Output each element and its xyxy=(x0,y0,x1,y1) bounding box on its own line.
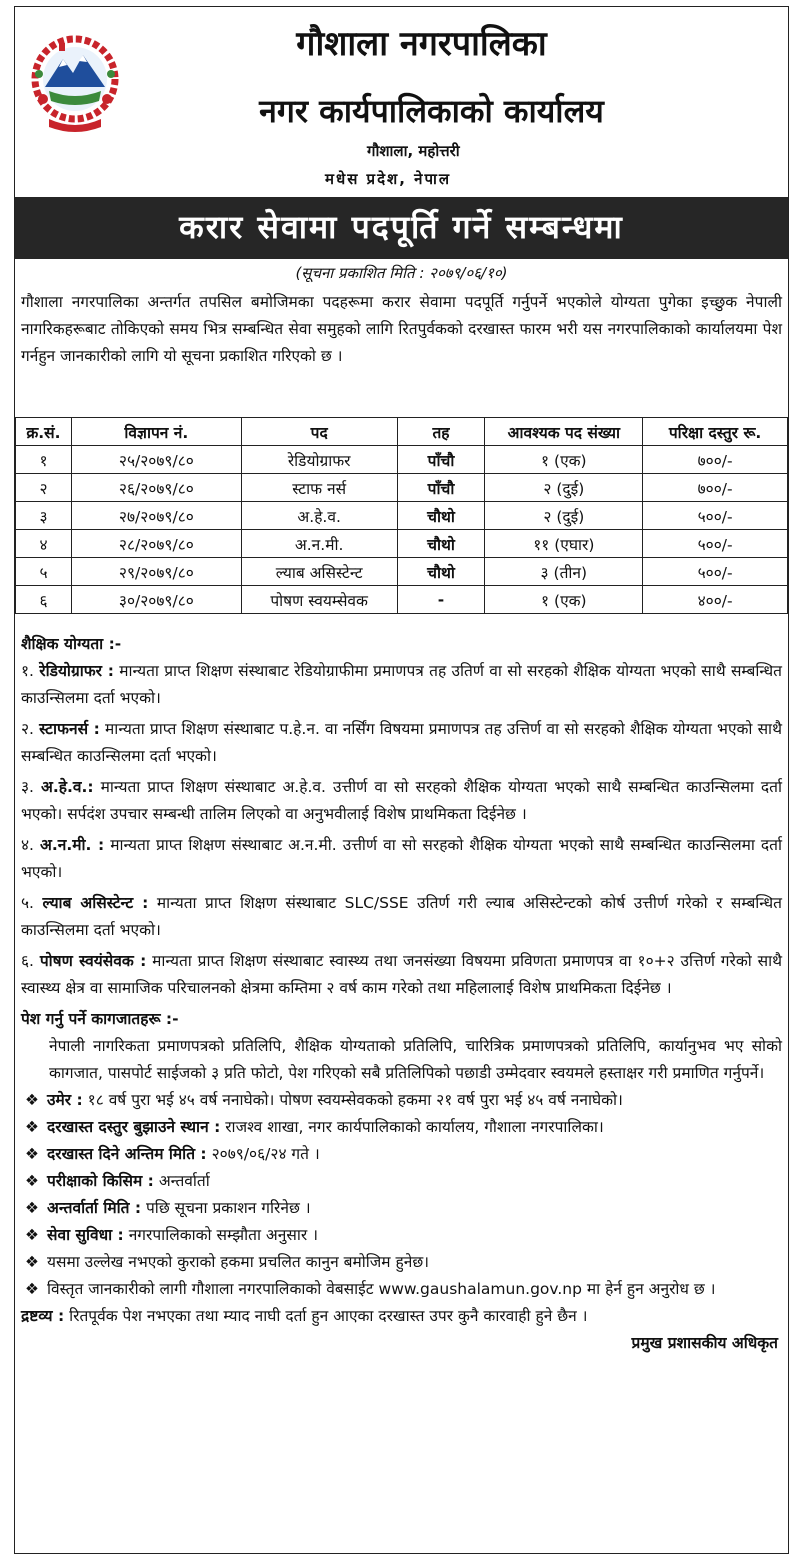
address-province: मधेस प्रदेश, नेपाल xyxy=(325,170,452,188)
fee-cell: ५००/- xyxy=(643,502,788,530)
table-header-cell: आवश्यक पद संख्या xyxy=(485,418,643,446)
item-text: मान्यता प्राप्त शिक्षण संस्थाबाट स्वास्थ्य तथा जनसंख्या विषयमा प्रविणता प्रमाणपत्र वा १०+२ उत्तिर्ण गरेको साथै स्वास्थ्य क्षेत्र वा सामाजिक परिचालनको क्षेत्रमा कम्तिमा २ वर्ष काम गरेको तथा महिलालाई विशेष प्राथमिकता दिईनेछ । xyxy=(21,952,782,997)
item-text: मान्यता प्राप्त शिक्षण संस्थाबाट अ.न.मी. उत्तीर्ण वा सो सरहको शैक्षिक योग्यता भएको साथै सम्बन्धित काउन्सिलमा दर्ता भएको। xyxy=(21,836,782,881)
notice-page xyxy=(14,6,789,1554)
bullet-text: पछि सूचना प्रकाशन गरिनेछ । xyxy=(146,1199,311,1217)
serial-cell: ४ xyxy=(16,530,72,558)
documents-text: नेपाली नागरिकता प्रमाणपत्रको प्रतिलिपि, शैक्षिक योग्यताको प्रतिलिपि, चारित्रिक प्रमाणपत्रको प्रतिलिपि, कार्यानुभव भए सोको कागजात, पासपोर्ट साईजको ३ प्रति फोटो, पेश गरिएको सबै प्रतिलिपिको पछाडी उम्मेदवार स्वयमले हस्ताक्षर गरी प्रमाणित गर्नुपर्ने। xyxy=(49,1037,782,1082)
bullet-label: उमेर : xyxy=(47,1091,83,1109)
vacancy-table xyxy=(15,417,788,614)
bullet-text: अन्तर्वार्ता xyxy=(158,1172,210,1190)
qualification-item xyxy=(21,890,782,944)
serial-cell: ३ xyxy=(16,502,72,530)
ad-number-cell: ३०/२०७९/८० xyxy=(71,586,241,614)
diamond-bullet-icon: ❖ xyxy=(25,1199,39,1217)
bullet-text: २०७९/०६/२४ गते । xyxy=(211,1145,320,1163)
post-cell: पोषण स्वयम्सेवक xyxy=(241,586,397,614)
bullet-label: सेवा सुविधा : xyxy=(47,1226,124,1244)
item-text: मान्यता प्राप्त शिक्षण संस्थाबाट SLC/SSE उतिर्ण गरी ल्याब असिस्टेन्टको कोर्ष उत्तीर्ण गरेको र सम्बन्धित काउन्सिलमा दर्ता भएको। xyxy=(21,894,782,939)
bullet-item xyxy=(21,1276,782,1303)
qualification-item xyxy=(21,716,782,770)
fee-cell: ७००/- xyxy=(643,446,788,474)
note-paragraph xyxy=(21,1303,782,1330)
bullet-item xyxy=(21,1195,782,1222)
post-cell: रेडियोग्राफर xyxy=(241,446,397,474)
bullet-label: अन्तर्वार्ता मिति : xyxy=(47,1199,142,1217)
fee-cell: ७००/- xyxy=(643,474,788,502)
publication-date: (सूचना प्रकाशित मिति : २०७९/०६/१०) xyxy=(295,264,508,282)
count-cell: ११ (एघार) xyxy=(485,530,643,558)
diamond-bullet-icon: ❖ xyxy=(25,1091,39,1109)
intro-paragraph: गौशाला नगरपालिका अन्तर्गत तपसिल बमोजिमका पदहरूमा करार सेवामा पदपूर्ति गर्नुपर्ने भएकोले योग्यता पुगेका इच्छुक नेपाली नागरिकहरूबाट तोकिएको समय भित्र सम्बन्धित सेवा समुहको लागि रितपुर्वकको दरखास्त फारम भरी यस नगरपालिकाको कार्यालयमा पेश गर्नहुन जानकारीको लागि यो सूचना प्रकाशित गरिएको छ । xyxy=(21,293,782,365)
fee-cell: ४००/- xyxy=(643,586,788,614)
serial-cell: २ xyxy=(16,474,72,502)
ad-number-cell: २६/२०७९/८० xyxy=(71,474,241,502)
count-cell: १ (एक) xyxy=(485,446,643,474)
signatory-title: प्रमुख प्रशासकीय अधिकृत xyxy=(631,1334,778,1352)
diamond-bullet-icon: ❖ xyxy=(25,1226,39,1244)
item-text: मान्यता प्राप्त शिक्षण संस्थाबाट प.हे.न. वा नर्सिंग विषयमा प्रमाणपत्र तह उत्तिर्ण वा सो सरहको शैक्षिक योग्यता भएको साथै सम्बन्धित काउन्सिलमा दर्ता भएको। xyxy=(21,720,782,765)
level-cell: चौथो xyxy=(397,530,485,558)
diamond-bullet-icon: ❖ xyxy=(25,1145,39,1163)
serial-cell: १ xyxy=(16,446,72,474)
bullet-text: यसमा उल्लेख नभएको कुराको हकमा प्रचलित कानुन बमोजिम हुनेछ। xyxy=(47,1253,430,1271)
bullet-label: दरखास्त दस्तुर बुझाउने स्थान : xyxy=(47,1118,221,1136)
qualification-item xyxy=(21,832,782,886)
table-row xyxy=(16,586,788,614)
note-label: द्रष्टव्य : xyxy=(21,1307,65,1325)
level-cell: पाँचौ xyxy=(397,446,485,474)
item-label: पोषण स्वयंसेवक : xyxy=(39,952,147,970)
ad-number-cell: २५/२०७९/८० xyxy=(71,446,241,474)
item-number: २. xyxy=(21,720,34,738)
qualification-item xyxy=(21,774,782,828)
office-name: नगर कार्यपालिकाको कार्यालय xyxy=(259,92,604,130)
documents-heading: पेश गर्नु पर्ने कागजातहरू :- xyxy=(21,1010,179,1028)
diamond-bullet-icon: ❖ xyxy=(25,1172,39,1190)
bullet-text: १८ वर्ष पुरा भई ४५ वर्ष ननाघेको। पोषण स्वयम्सेवकको हकमा २१ वर्ष पुरा भई ४५ वर्ष ननाघेको। xyxy=(87,1091,623,1109)
bullet-item xyxy=(21,1114,782,1141)
table-row xyxy=(16,474,788,502)
qualification-item xyxy=(21,658,782,712)
post-cell: अ.हे.व. xyxy=(241,502,397,530)
serial-cell: ५ xyxy=(16,558,72,586)
item-number: ४. xyxy=(21,836,34,854)
bullet-item xyxy=(21,1168,782,1195)
table-header-cell: क्र.सं. xyxy=(16,418,72,446)
bullet-item xyxy=(21,1141,782,1168)
count-cell: १ (एक) xyxy=(485,586,643,614)
count-cell: ३ (तीन) xyxy=(485,558,643,586)
fee-cell: ५००/- xyxy=(643,558,788,586)
count-cell: २ (दुई) xyxy=(485,502,643,530)
level-cell: चौथो xyxy=(397,558,485,586)
municipality-name: गौशाला नगरपालिका xyxy=(296,24,547,64)
post-cell: ल्याब असिस्टेन्ट xyxy=(241,558,397,586)
item-label: रेडियोग्राफर : xyxy=(39,662,114,680)
diamond-bullet-icon: ❖ xyxy=(25,1280,39,1298)
table-header-cell: विज्ञापन नं. xyxy=(71,418,241,446)
bullet-label: दरखास्त दिने अन्तिम मिति : xyxy=(47,1145,207,1163)
diamond-bullet-icon: ❖ xyxy=(25,1253,39,1271)
table-header-cell: तह xyxy=(397,418,485,446)
ad-number-cell: २८/२०७९/८० xyxy=(71,530,241,558)
ad-number-cell: २९/२०७९/८० xyxy=(71,558,241,586)
item-number: १. xyxy=(21,662,34,680)
table-row xyxy=(16,502,788,530)
address-district: गौशाला, महोत्तरी xyxy=(367,142,460,160)
serial-cell: ६ xyxy=(16,586,72,614)
table-header-cell: परिक्षा दस्तुर रू. xyxy=(643,418,788,446)
count-cell: २ (दुई) xyxy=(485,474,643,502)
item-label: स्टाफनर्स : xyxy=(39,720,100,738)
item-text: मान्यता प्राप्त शिक्षण संस्थाबाट अ.हे.व. उत्तीर्ण वा सो सरहको शैक्षिक योग्यता भएको साथै सम्बन्धित काउन्सिलमा दर्ता भएको। सर्पदंश उपचार सम्बन्धी तालिम लिएको वा अनुभवीलाई विशेष प्राथमिकता दिईनेछ । xyxy=(21,778,782,823)
bullet-item xyxy=(21,1222,782,1249)
level-cell: - xyxy=(397,586,485,614)
bullet-label: परीक्षाको किसिम : xyxy=(47,1172,154,1190)
bullet-text: राजश्व शाखा, नगर कार्यपालिकाको कार्यालय, गौशाला नगरपालिका। xyxy=(225,1118,604,1136)
table-row xyxy=(16,530,788,558)
table-header-row xyxy=(16,418,788,446)
qualification-heading: शैक्षिक योग्यता :- xyxy=(21,635,122,653)
bullet-item xyxy=(21,1087,782,1114)
bullet-item xyxy=(21,1249,782,1276)
item-label: अ.हे.व.: xyxy=(41,778,94,796)
notice-body xyxy=(21,631,782,1357)
item-number: ३. xyxy=(21,778,34,796)
table-header-cell: पद xyxy=(241,418,397,446)
item-number: ६. xyxy=(21,952,34,970)
table-row xyxy=(16,446,788,474)
notice-title-banner: करार सेवामा पदपूर्ति गर्ने सम्बन्धमा xyxy=(15,197,788,259)
item-number: ५. xyxy=(21,894,34,912)
item-label: ल्याब असिस्टेन्ट : xyxy=(42,894,149,912)
level-cell: चौथो xyxy=(397,502,485,530)
table-row xyxy=(16,558,788,586)
qualification-item xyxy=(21,948,782,1002)
note-text: रितपूर्वक पेश नभएका तथा म्याद नाघी दर्ता हुन आएका दरखास्त उपर कुनै कारवाही हुने छैन । xyxy=(69,1307,588,1325)
fee-cell: ५००/- xyxy=(643,530,788,558)
bullet-text: विस्तृत जानकारीको लागी गौशाला नगरपालिकाको वेबसाईट www.gaushalamun.gov.np मा हेर्न हुन अनुरोध छ । xyxy=(47,1280,716,1298)
level-cell: पाँचौ xyxy=(397,474,485,502)
post-cell: स्टाफ नर्स xyxy=(241,474,397,502)
notice-header xyxy=(15,7,788,197)
post-cell: अ.न.मी. xyxy=(241,530,397,558)
bullet-text: नगरपालिकाको सम्झौता अनुसार । xyxy=(128,1226,318,1244)
item-text: मान्यता प्राप्त शिक्षण संस्थाबाट रेडियोग्राफीमा प्रमाणपत्र तह उतिर्ण वा सो सरहको शैक्षिक योग्यता भएको साथै सम्बन्धित काउन्सिलमा दर्ता भएको। xyxy=(21,662,782,707)
diamond-bullet-icon: ❖ xyxy=(25,1118,39,1136)
ad-number-cell: २७/२०७९/८० xyxy=(71,502,241,530)
item-label: अ.न.मी. : xyxy=(40,836,105,854)
